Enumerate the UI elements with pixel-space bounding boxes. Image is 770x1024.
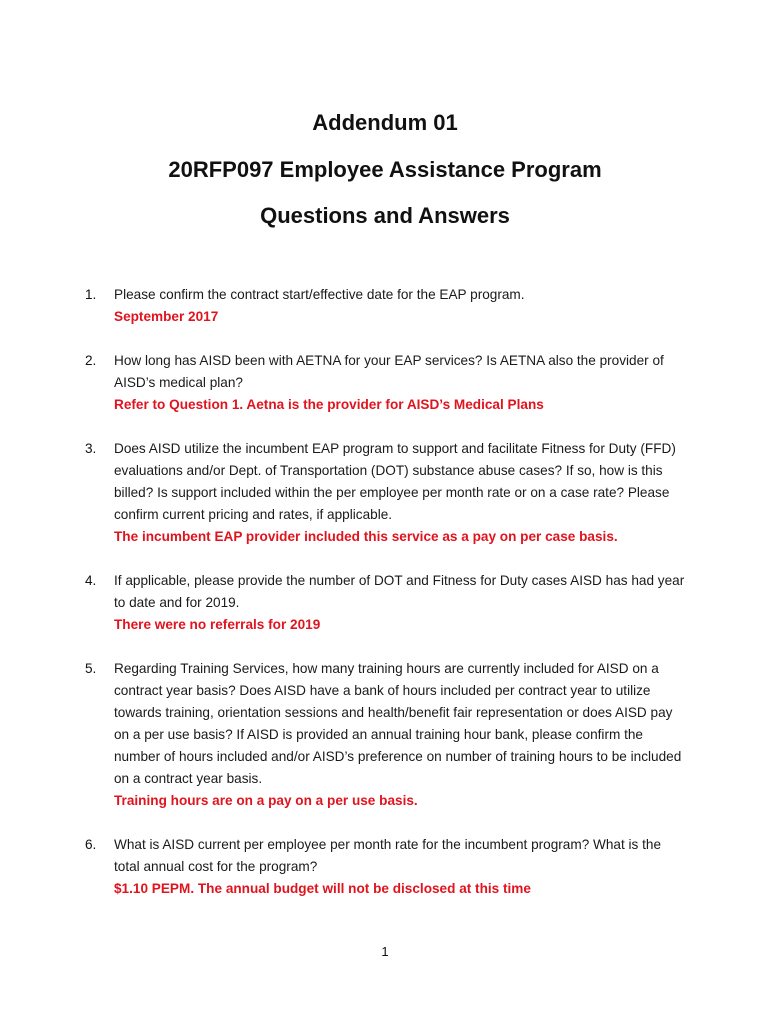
question-text: If applicable, please provide the number of DOT and Fitness for Duty cases AISD has had year to date and for 2019. xyxy=(114,573,685,610)
qa-item-2 xyxy=(85,350,685,416)
question-text: What is AISD current per employee per month rate for the incumbent program? What is the total annual cost for the program? xyxy=(114,837,662,874)
qa-number: 5. xyxy=(85,661,97,676)
qa-item-5 xyxy=(85,658,685,812)
qa-item-3 xyxy=(85,438,685,548)
answer-text: September 2017 xyxy=(114,309,219,324)
qa-number: 1. xyxy=(85,287,97,302)
answer-text: Refer to Question 1. Aetna is the provider for AISD’s Medical Plans xyxy=(114,397,544,412)
qa-item-4 xyxy=(85,570,685,636)
qa-item-6 xyxy=(85,834,685,900)
document-title: Addendum 01 xyxy=(312,110,458,135)
answer-text: Training hours are on a pay on a per use basis. xyxy=(114,793,418,808)
qa-number: 4. xyxy=(85,573,97,588)
question-text: Regarding Training Services, how many training hours are currently included for AISD on a contract year basis? Does AISD have a bank of hours included per contract year to utilize towards training, orientation sessions and health/benefit fair representation or does AISD pay on a per use basis? If AISD is provided an annual training hour bank, please confirm the number of hours included and/or AISD’s preference on number of training hours to be included on a contract year basis. xyxy=(114,661,682,786)
qa-number: 3. xyxy=(85,441,97,456)
qa-number: 6. xyxy=(85,837,97,852)
question-text: Does AISD utilize the incumbent EAP program to support and facilitate Fitness for Duty (FFD) evaluations and/or Dept. of Transportation (DOT) substance abuse cases? If so, how is this billed? Is support included within the per employee per month rate or on a case rate? Please confirm current pricing and rates, if applicable. xyxy=(114,441,676,522)
qa-number: 2. xyxy=(85,353,97,368)
qa-list xyxy=(85,284,685,922)
answer-text: The incumbent EAP provider included this service as a pay on per case basis. xyxy=(114,529,618,544)
answer-text: $1.10 PEPM. The annual budget will not be disclosed at this time xyxy=(114,881,531,896)
question-text: How long has AISD been with AETNA for your EAP services? Is AETNA also the provider of AISD’s medical plan? xyxy=(114,353,664,390)
page-number: 1 xyxy=(381,944,389,959)
section-title: Questions and Answers xyxy=(260,203,510,228)
document-subtitle: 20RFP097 Employee Assistance Program xyxy=(168,157,602,182)
question-text: Please confirm the contract start/effective date for the EAP program. xyxy=(114,287,525,302)
answer-text: There were no referrals for 2019 xyxy=(114,617,321,632)
qa-item-1 xyxy=(85,284,685,328)
